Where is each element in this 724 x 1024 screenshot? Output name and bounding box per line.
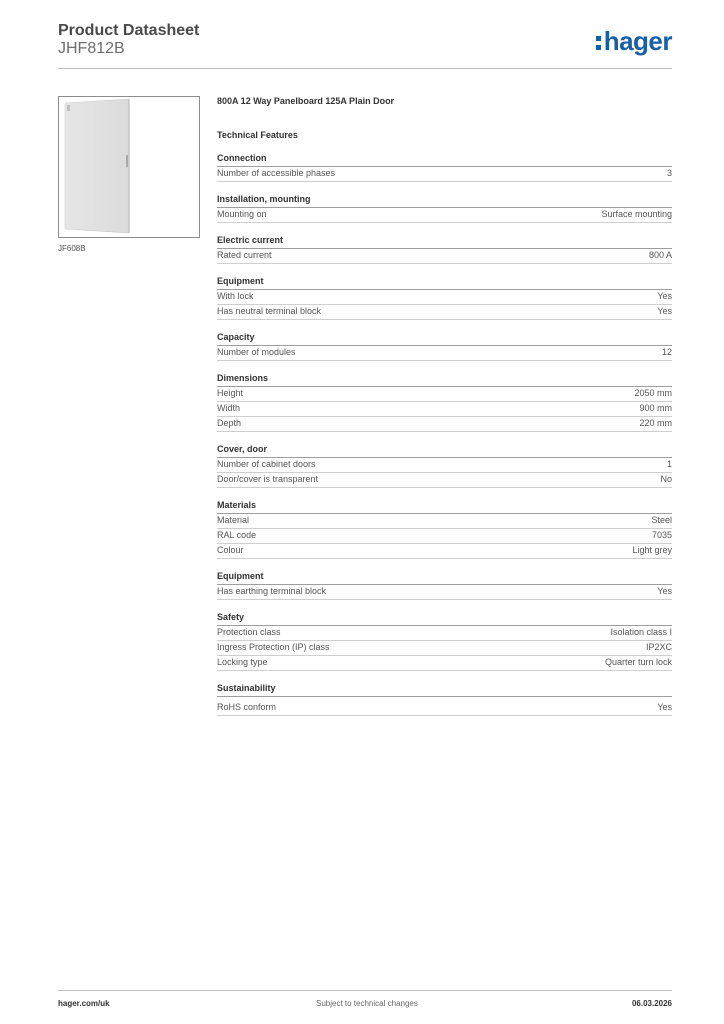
- spec-row: [217, 208, 672, 223]
- spec-section: [217, 194, 672, 223]
- spec-row: [217, 473, 672, 488]
- spec-row: [217, 290, 672, 305]
- spec-row: [217, 417, 672, 432]
- footer-notice: Subject to technical changes: [316, 999, 418, 1008]
- spec-value: Light grey: [632, 545, 672, 555]
- spec-row: [217, 626, 672, 641]
- spec-row: [217, 402, 672, 417]
- spec-label: With lock: [217, 291, 254, 301]
- section-title: Safety: [217, 612, 672, 626]
- footer-website: hager.com/uk: [58, 999, 110, 1008]
- spec-value: 2050 mm: [634, 388, 672, 398]
- footer-divider: [58, 990, 672, 991]
- spec-row: [217, 529, 672, 544]
- spec-value: Yes: [657, 586, 672, 596]
- spec-section: [217, 373, 672, 432]
- spec-value: IP2XC: [645, 642, 672, 652]
- spec-section: [217, 153, 672, 182]
- panelboard-cabinet-icon: [59, 97, 199, 237]
- document-title: Product Datasheet: [58, 22, 200, 39]
- spec-row: [217, 656, 672, 671]
- spec-label: Has earthing terminal block: [217, 586, 327, 596]
- spec-label: Ingress Protection (IP) class: [217, 642, 330, 652]
- spec-label: Number of cabinet doors: [217, 459, 316, 469]
- spec-section: [217, 444, 672, 488]
- spec-value: Yes: [657, 306, 672, 316]
- hager-logo: [596, 28, 672, 54]
- section-title: Installation, mounting: [217, 194, 672, 208]
- spec-value: 220 mm: [639, 418, 672, 428]
- section-title: Cover, door: [217, 444, 672, 458]
- spec-value: 12: [661, 347, 672, 357]
- spec-section: [217, 683, 672, 716]
- spec-row: [217, 387, 672, 402]
- spec-row: [217, 544, 672, 559]
- spec-label: RoHS conform: [217, 702, 277, 712]
- spec-value: Yes: [657, 702, 672, 712]
- spec-label: Number of accessible phases: [217, 168, 336, 178]
- spec-row: [217, 305, 672, 320]
- spec-row: [217, 641, 672, 656]
- spec-label: Door/cover is transparent: [217, 474, 319, 484]
- logo-text: hager: [603, 26, 672, 56]
- product-details: [217, 96, 672, 716]
- technical-features-heading: Technical Features: [217, 130, 298, 140]
- spec-section: [217, 571, 672, 600]
- spec-label: Width: [217, 403, 241, 413]
- spec-value: 800 A: [648, 250, 672, 260]
- spec-section: [217, 235, 672, 264]
- spec-value: Quarter turn lock: [604, 657, 672, 667]
- spec-section: [217, 276, 672, 320]
- spec-label: Colour: [217, 545, 244, 555]
- spec-value: 7035: [651, 530, 672, 540]
- spec-value: 1: [666, 459, 672, 469]
- header-divider: [58, 68, 672, 69]
- section-title: Electric current: [217, 235, 672, 249]
- spec-label: Height: [217, 388, 244, 398]
- spec-label: Material: [217, 515, 250, 525]
- spec-value: Steel: [651, 515, 672, 525]
- document-header: [58, 22, 199, 58]
- section-title: Dimensions: [217, 373, 672, 387]
- section-title: Equipment: [217, 571, 672, 585]
- spec-value: Yes: [657, 291, 672, 301]
- spec-value: No: [660, 474, 672, 484]
- spec-row: [217, 167, 672, 182]
- spec-label: Locking type: [217, 657, 268, 667]
- spec-row: [217, 701, 672, 716]
- spec-row: [217, 249, 672, 264]
- spec-value: 3: [666, 168, 672, 178]
- spec-value: Surface mounting: [601, 209, 672, 219]
- spec-label: Protection class: [217, 627, 281, 637]
- spec-section: [217, 612, 672, 671]
- spec-label: RAL code: [217, 530, 257, 540]
- section-title: Capacity: [217, 332, 672, 346]
- spec-section: [217, 332, 672, 361]
- section-title: Connection: [217, 153, 672, 167]
- spec-row: [217, 514, 672, 529]
- section-title: Sustainability: [217, 683, 672, 697]
- spec-row: [217, 346, 672, 361]
- spec-label: Mounting on: [217, 209, 267, 219]
- product-code: JHF812B: [58, 40, 125, 57]
- spec-value: Isolation class I: [610, 627, 672, 637]
- spec-row: [217, 458, 672, 473]
- spec-label: Depth: [217, 418, 242, 428]
- product-name: 800A 12 Way Panelboard 125A Plain Door: [217, 96, 395, 106]
- spec-value: 900 mm: [639, 403, 672, 413]
- section-title: Materials: [217, 500, 672, 514]
- spec-row: [217, 585, 672, 600]
- spec-label: Has neutral terminal block: [217, 306, 322, 316]
- footer-date: 06.03.2026: [631, 999, 672, 1008]
- spec-label: Number of modules: [217, 347, 296, 357]
- spec-label: Rated current: [217, 250, 272, 260]
- product-image: [58, 96, 200, 238]
- logo-mark-icon: [596, 28, 602, 50]
- image-caption: JF608B: [58, 244, 86, 253]
- section-title: Equipment: [217, 276, 672, 290]
- spec-section: [217, 500, 672, 559]
